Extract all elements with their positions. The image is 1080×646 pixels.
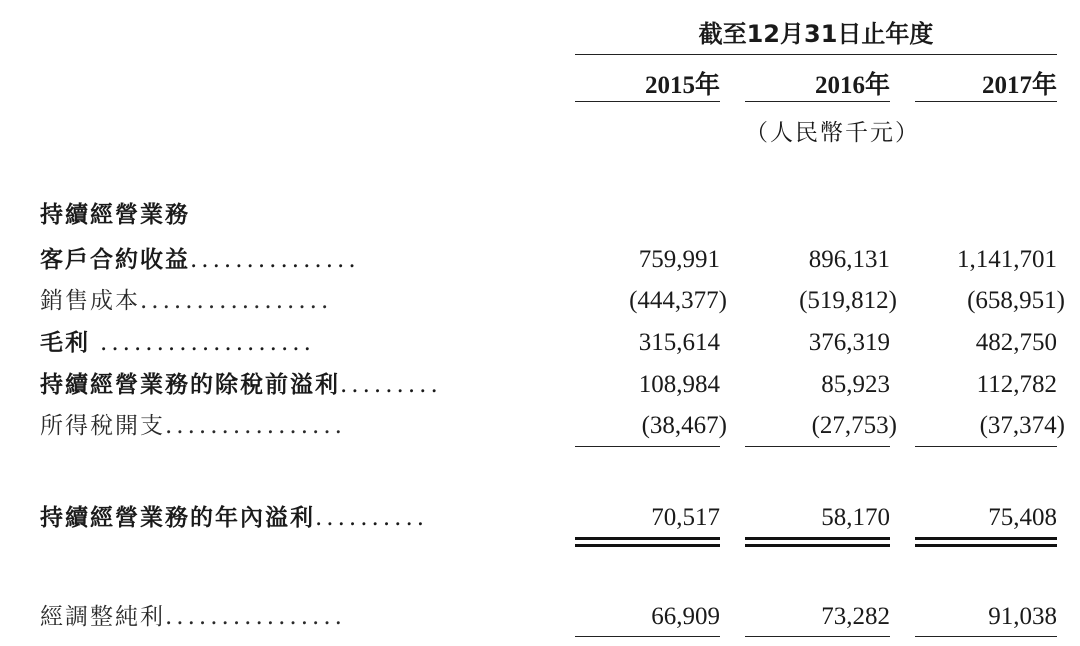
leader-dots: ................. — [140, 288, 333, 314]
period-header: 截至12月31日止年度 — [698, 20, 934, 48]
row-label-text: 銷售成本 — [40, 288, 140, 314]
row-label-text: 持續經營業務的除稅前溢利 — [40, 372, 340, 398]
cost-of-sales-2016: (519,812) — [799, 287, 897, 314]
income-tax-2016: (27,753) — [811, 412, 897, 439]
leader-dots: .......... — [315, 505, 429, 531]
adjusted-net-profit-2015: 66,909 — [651, 603, 720, 630]
year-2017-rule — [915, 101, 1057, 102]
row-label-text: 持續經營業務的年內溢利 — [40, 505, 315, 531]
double-rule-bottom-2015 — [575, 544, 720, 547]
year-2016-rule — [745, 101, 890, 102]
revenue-2017: 1,141,701 — [957, 246, 1057, 273]
row-label-profit-for-year — [40, 503, 550, 533]
revenue-2016: 896,131 — [808, 246, 890, 273]
double-rule-bottom-2016 — [745, 544, 890, 547]
leader-dots: ................... — [100, 330, 315, 356]
adjusted-net-profit-2017: 91,038 — [988, 603, 1057, 630]
final-rule-2016 — [745, 636, 890, 637]
profit-before-tax-2015: 108,984 — [638, 371, 720, 398]
currency-unit: （人民幣千元） — [745, 120, 920, 146]
row-label-text: 經調整純利 — [40, 604, 165, 630]
profit-for-year-2017: 75,408 — [988, 504, 1057, 531]
row-label-revenue — [40, 245, 550, 275]
double-rule-top-2017 — [915, 537, 1057, 540]
double-rule-bottom-2017 — [915, 544, 1057, 547]
subtotal-rule-2016 — [745, 446, 890, 447]
row-label-income-tax — [40, 411, 550, 441]
section-heading: 持續經營業務 — [40, 202, 190, 228]
gross-profit-2016: 376,319 — [808, 329, 890, 356]
cost-of-sales-2015: (444,377) — [629, 287, 727, 314]
row-label-gross-profit — [40, 328, 550, 358]
profit-before-tax-2016: 85,923 — [821, 371, 890, 398]
leader-dots: ................ — [165, 413, 346, 439]
profit-for-year-2016: 58,170 — [821, 504, 890, 531]
leader-dots: ................ — [165, 604, 346, 630]
leader-dots: ............... — [190, 247, 360, 273]
row-label-text: 所得稅開支 — [40, 413, 165, 439]
income-tax-2017: (37,374) — [979, 412, 1065, 439]
subtotal-rule-2017 — [915, 446, 1057, 447]
profit-for-year-2015: 70,517 — [651, 504, 720, 531]
gross-profit-2015: 315,614 — [638, 329, 720, 356]
double-rule-top-2015 — [575, 537, 720, 540]
subtotal-rule-2015 — [575, 446, 720, 447]
period-header-rule — [575, 54, 1057, 55]
income-tax-2015: (38,467) — [641, 412, 727, 439]
cost-of-sales-2017: (658,951) — [967, 287, 1065, 314]
final-rule-2017 — [915, 636, 1057, 637]
row-label-profit-before-tax — [40, 370, 550, 400]
row-label-text: 客戶合約收益 — [40, 247, 190, 273]
year-2016-header: 2016年 — [814, 72, 890, 99]
double-rule-top-2016 — [745, 537, 890, 540]
adjusted-net-profit-2016: 73,282 — [821, 603, 890, 630]
year-2017-header: 2017年 — [981, 72, 1057, 99]
profit-before-tax-2017: 112,782 — [976, 371, 1057, 398]
row-label-text: 毛利 — [40, 330, 101, 356]
row-label-cost-of-sales — [40, 286, 550, 316]
year-2015-header: 2015年 — [644, 72, 720, 99]
gross-profit-2017: 482,750 — [975, 329, 1057, 356]
revenue-2015: 759,991 — [638, 246, 720, 273]
final-rule-2015 — [575, 636, 720, 637]
row-label-adjusted-net-profit — [40, 602, 550, 632]
leader-dots: ......... — [340, 372, 442, 398]
year-2015-rule — [575, 101, 720, 102]
